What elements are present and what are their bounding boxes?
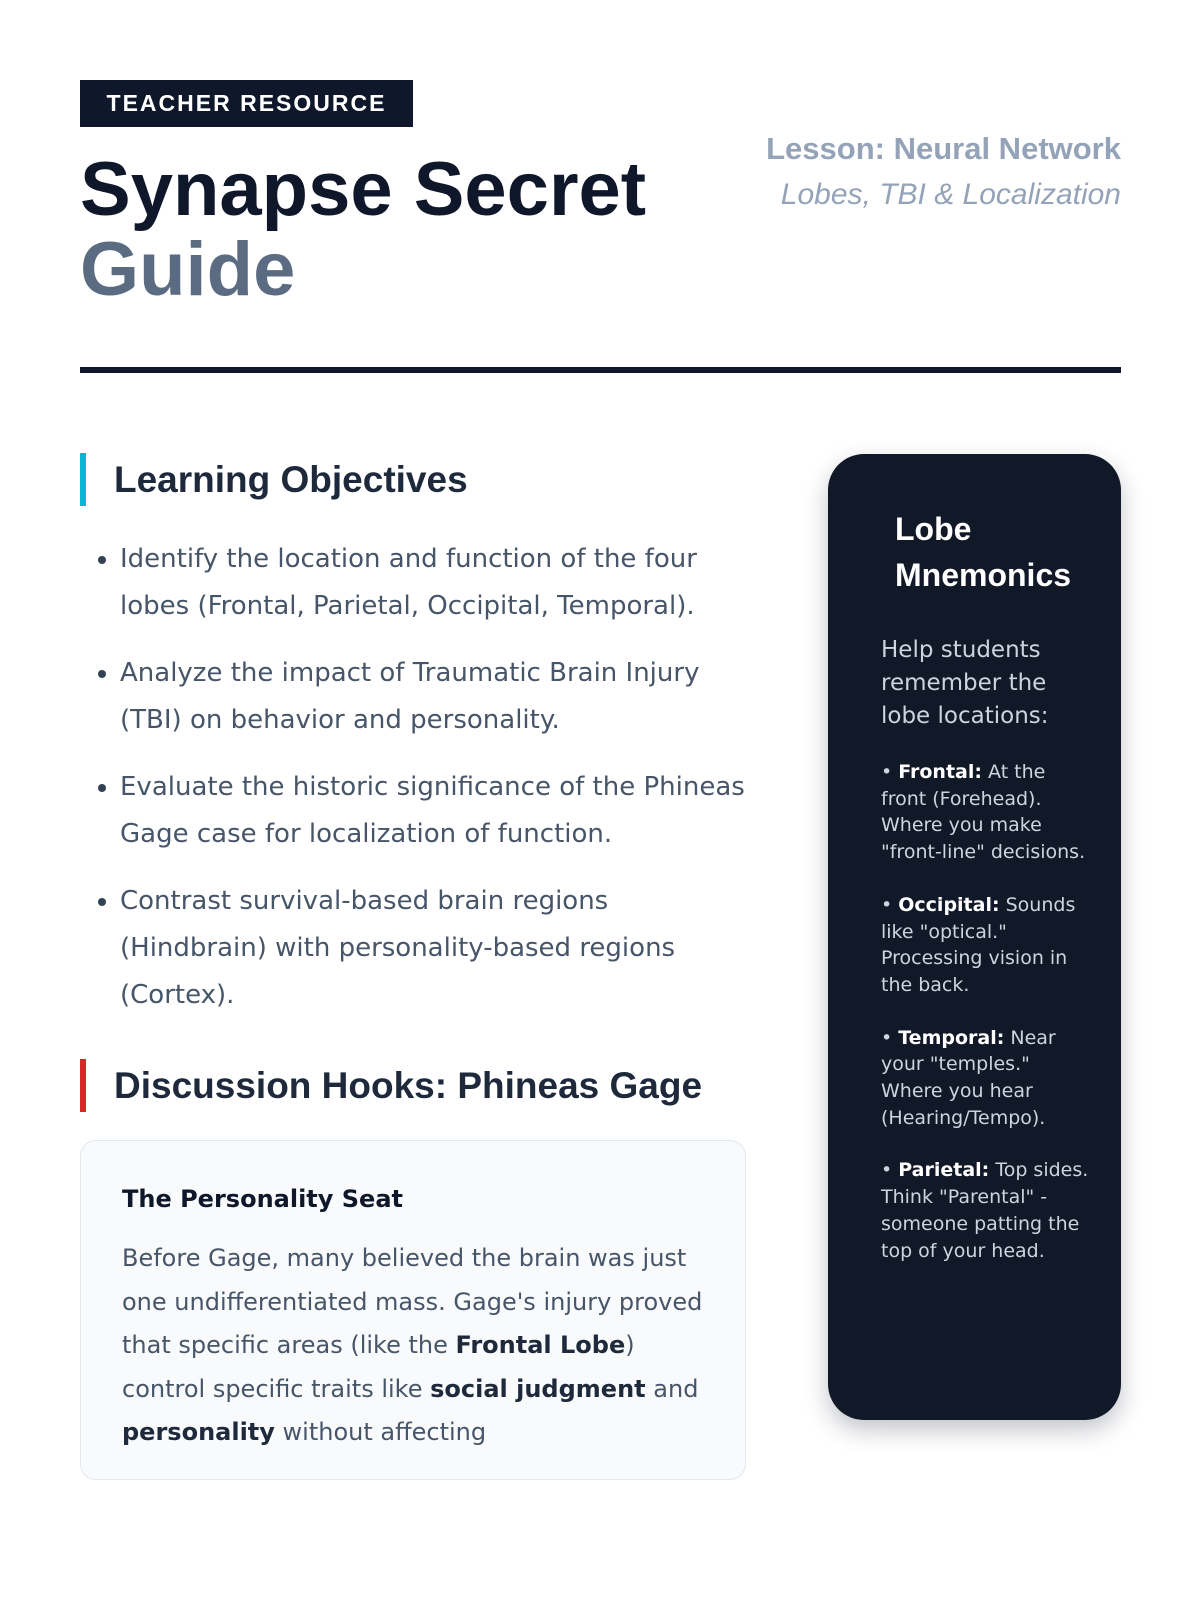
header-divider [80,367,1121,373]
title-line-2: Guide [80,227,296,312]
mnemonic-parietal: • Parietal: Top sides. Think "Parental" - someone patting the top of your head. [881,1159,1089,1262]
main-column [80,453,748,1480]
list-item: • Analyze the impact of Traumatic Brain Injury (TBI) on behavior and personality. [120,650,748,744]
lesson-title: Lesson: Neural Network [766,131,1121,166]
lesson-subtitle: Lobes, TBI & Localization [780,178,1121,211]
list-item: • Evaluate the historic significance of the Phineas Gage case for localization of function. [120,764,748,858]
objectives-heading: Learning Objectives [80,453,748,506]
guide-page [80,0,1121,1600]
mnemonics-panel [828,454,1121,1420]
resource-tag: TEACHER RESOURCE [80,80,413,127]
mnemonic-occipital: • Occipital: Sounds like "optical." Processing vision in the back. [881,893,1076,996]
hooks-heading: Discussion Hooks: Phineas Gage [80,1059,748,1112]
list-item: • Identify the location and function of the four lobes (Frontal, Parietal, Occipital, Temporal). [120,536,748,630]
mnemonics-intro: Help students remember the lobe locations: [881,637,1049,729]
mnemonics-heading: Lobe Mnemonics [895,511,1072,593]
lesson-info [721,126,1121,218]
title-line-1: Synapse Secret [80,147,647,232]
page-title [80,147,647,312]
list-item: • Contrast survival-based brain regions (Hindbrain) with personality-based regions (Cortex). [120,878,748,1019]
objectives-list [80,536,748,1019]
personality-seat-card [80,1140,746,1480]
mnemonic-frontal: • Frontal: At the front (Forehead). Where you make "front-line" decisions. [881,761,1086,864]
card-title: The Personality Seat [122,1185,404,1213]
card-text: Before Gage, many believed the brain was just one undifferentiated mass. Gage's injury proved that specific areas (like the Frontal Lobe) control specific traits like social judgment and personality without affecting [122,1244,703,1446]
mnemonic-temporal: • Temporal: Near your "temples." Where you hear (Hearing/Tempo). [881,1026,1056,1129]
